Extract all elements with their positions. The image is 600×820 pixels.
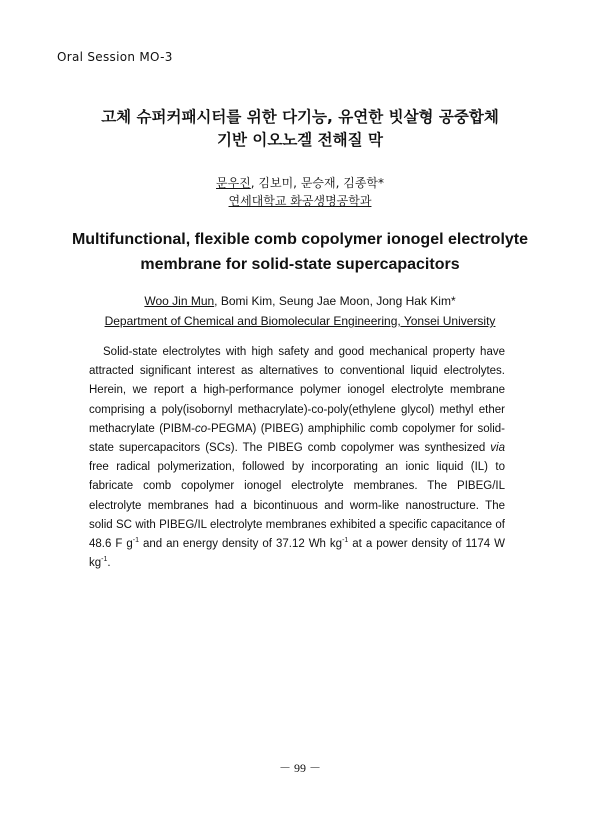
- korean-title-line2: 기반 이오노겔 전해질 막: [217, 131, 383, 149]
- korean-coauthors: , 김보미, 문승재, 김종학*: [250, 176, 384, 190]
- korean-title-line1: 고체 슈퍼커패시터를 위한 다기능, 유연한 빗살형 공중합체: [101, 108, 499, 126]
- session-label: Oral Session MO-3: [57, 50, 173, 64]
- korean-authors: [0, 174, 600, 192]
- english-title: [0, 227, 600, 277]
- english-presenter: Woo Jin Mun: [144, 294, 215, 308]
- korean-title: [0, 106, 600, 152]
- english-affiliation: Department of Chemical and Biomolecular Engineering, Yonsei University: [104, 314, 496, 328]
- abstract-text-1: Solid-state electrolytes with high safety and good mechanical property have attracted significant interest as alternatives to conventional liquid electrolytes. Herein, we report a high-performance polymer ionogel electrolyte membrane comprising a poly(isobornyl methacrylate)-co-poly(ethylene glycol) methyl ether methacrylate (PIBM-: [89, 346, 505, 435]
- abstract-italic-co: co: [194, 422, 208, 435]
- english-authors: [0, 291, 600, 311]
- english-coauthors: , Bomi Kim, Seung Jae Moon, Jong Hak Kim*: [214, 294, 456, 308]
- english-title-line2: membrane for solid-state supercapacitors: [140, 256, 460, 273]
- english-title-line1: Multifunctional, flexible comb copolymer ionogel electrolyte: [71, 231, 529, 248]
- korean-affiliation: 연세대학교 화공생명공학과: [228, 194, 372, 208]
- abstract-italic-via: via: [490, 442, 505, 455]
- abstract-text-3: free radical polymerization, followed by incorporating an ionic liquid (IL) to fabricate comb copolymer ionogel electrolyte membranes. The PIBEG/IL electrolyte membranes had a bicontinuous and worm-like nanostructure. The solid SC with PIBEG/IL electrolyte membranes exhibited a specific capacitance of 48.6 F g: [89, 461, 505, 551]
- superscript-1: -1: [132, 537, 139, 545]
- abstract-text-6: .: [107, 557, 111, 570]
- korean-authors-block: [0, 174, 600, 210]
- abstract-text-5: at a power density of 1174 W kg: [89, 538, 506, 570]
- page-number: － 99 －: [278, 761, 321, 775]
- superscript-3: -1: [101, 556, 108, 564]
- korean-presenter: 문우진: [216, 176, 251, 190]
- abstract-paragraph: [89, 343, 505, 573]
- abstract-text-2: -PEGMA) (PIBEG) amphiphilic comb copolymer for solid-state supercapacitors (SCs). The PIBEG comb copolymer was synthesized: [89, 422, 505, 455]
- english-authors-block: [0, 291, 600, 331]
- superscript-2: -1: [342, 537, 349, 545]
- abstract-text-4: and an energy density of 37.12 Wh kg: [138, 538, 343, 551]
